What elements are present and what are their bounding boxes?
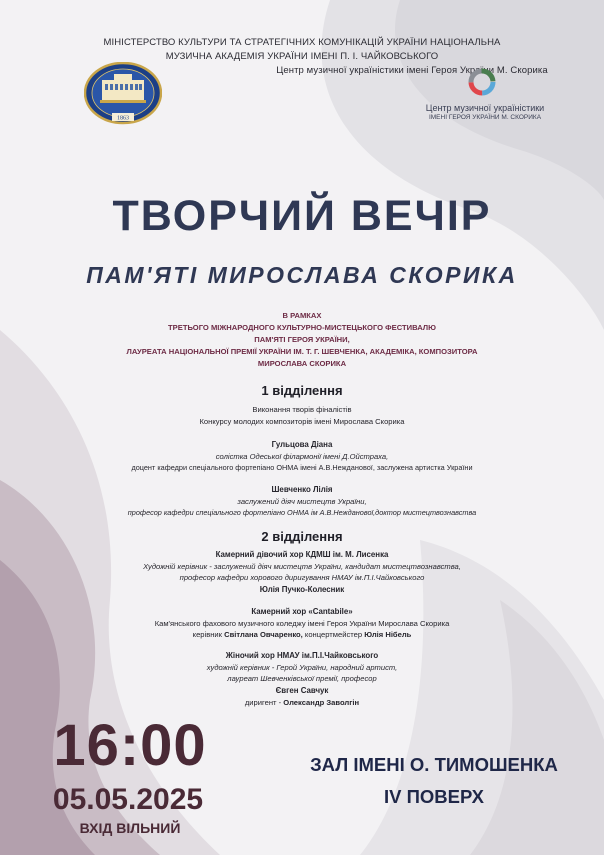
event-subtitle: ПАМ'ЯТІ МИРОСЛАВА СКОРИКА	[86, 262, 518, 288]
performer1-title: доцент кафедри спеціального фортепіано ОНМА імені А.В.Нежданової, заслужена артистка України	[131, 463, 473, 472]
intro-line: В РАМКАХ	[282, 311, 322, 320]
choir3-director: Євген Савчук	[275, 686, 329, 695]
choir2-name: Камерний хор «Cantabile»	[251, 607, 353, 616]
intro-line: ПАМ'ЯТІ ГЕРОЯ УКРАЇНИ,	[254, 335, 350, 344]
part1-desc: Конкурсу молодих композиторів імені Мирослава Скорика	[199, 417, 405, 426]
center-logo-name: Центр музичної україністики	[425, 103, 545, 113]
choir3-leader: лауреат Шевченківської премії, професор	[227, 674, 377, 683]
choir2-leader: Світлана Овчаренко,	[224, 630, 303, 639]
choir3-conductor-line	[40, 698, 564, 707]
center-logo-icon	[466, 66, 498, 98]
choir1-leader: професор кафедри хорового диригування НМАУ ім.П.І.Чайковського	[179, 573, 425, 582]
choir3-leader: художній керівник - Герой України, народний артист,	[206, 663, 398, 672]
event-time: 16:00	[53, 713, 207, 778]
part1-desc: Виконання творів фіналістів	[252, 405, 352, 414]
choir2-leader-label: керівник	[192, 630, 222, 639]
event-entry: ВХІД ВІЛЬНИЙ	[79, 820, 181, 836]
intro-line: МИРОСЛАВА СКОРИКА	[257, 359, 347, 368]
event-hall: ЗАЛ ІМЕНІ О. ТИМОШЕНКА	[310, 754, 558, 775]
header-ministry: МІНІСТЕРСТВО КУЛЬТУРИ ТА СТРАТЕГІЧНИХ КОМУНІКАЦІЙ УКРАЇНИ НАЦІОНАЛЬНА	[103, 37, 501, 48]
header-academy: МУЗИЧНА АКАДЕМІЯ УКРАЇНИ ІМЕНІ П. І. ЧАЙКОВСЬКОГО	[165, 51, 439, 62]
performer1-name: Гульцова Діана	[271, 440, 333, 449]
header-center: Центр музичної україністики імені Героя України М. Скорика	[276, 65, 548, 76]
choir1-conductor: Юлія Пучко-Колесник	[259, 585, 345, 594]
choir3-name: Жіночий хор НМАУ ім.П.І.Чайковського	[225, 651, 379, 660]
performer2-title: професор кафедри спеціального фортепіано ОНМА ім А.В.Нежданової,доктор мистецтвознавства	[127, 508, 477, 517]
performer2-title: заслужений діяч мистецтв України,	[237, 497, 367, 506]
choir1-name: Камерний дівочий хор КДМШ ім. М. Лисенка	[215, 550, 389, 559]
event-title: ТВОРЧИЙ ВЕЧІР	[112, 192, 492, 240]
intro-line: ТРЕТЬОГО МІЖНАРОДНОГО КУЛЬТУРНО-МИСТЕЦЬКОГО ФЕСТИВАЛЮ	[168, 323, 436, 332]
academy-logo	[84, 62, 162, 126]
choir2-accomp-label: концертмейстер	[304, 630, 363, 639]
event-floor: IV ПОВЕРХ	[384, 786, 484, 807]
choir1-leader: Художній керівник - заслужений діяч мистецтв України, кандидат мистецтвознавства,	[143, 562, 461, 571]
event-date: 05.05.2025	[52, 783, 204, 816]
choir3-conductor: Олександр Заволгін	[283, 698, 360, 707]
center-logo-subtitle: ІМЕНІ ГЕРОЯ УКРАЇНИ М. СКОРИКА	[428, 114, 542, 121]
performer2-name: Шевченко Лілія	[271, 485, 333, 494]
part2-heading: 2 відділення	[261, 529, 343, 544]
choir2-college: Кам'янського фахового музичного коледжу імені Героя України Мирослава Скорика	[154, 619, 450, 628]
performer1-title: солістка Одеської філармонії імені Д.Ойстраха,	[215, 452, 389, 461]
intro-line: ЛАУРЕАТА НАЦІОНАЛЬНОЇ ПРЕМІЇ УКРАЇНИ ІМ. Т. Г. ШЕВЧЕНКА, АКАДЕМІКА, КОМПОЗИТОРА	[126, 347, 478, 356]
choir3-conductor-label: диригент -	[244, 698, 282, 707]
svg-text:1863: 1863	[117, 115, 129, 122]
choir2-staff	[40, 630, 564, 639]
choir2-accomp: Юлія Нібель	[364, 630, 412, 639]
part1-heading: 1 відділення	[261, 383, 343, 398]
